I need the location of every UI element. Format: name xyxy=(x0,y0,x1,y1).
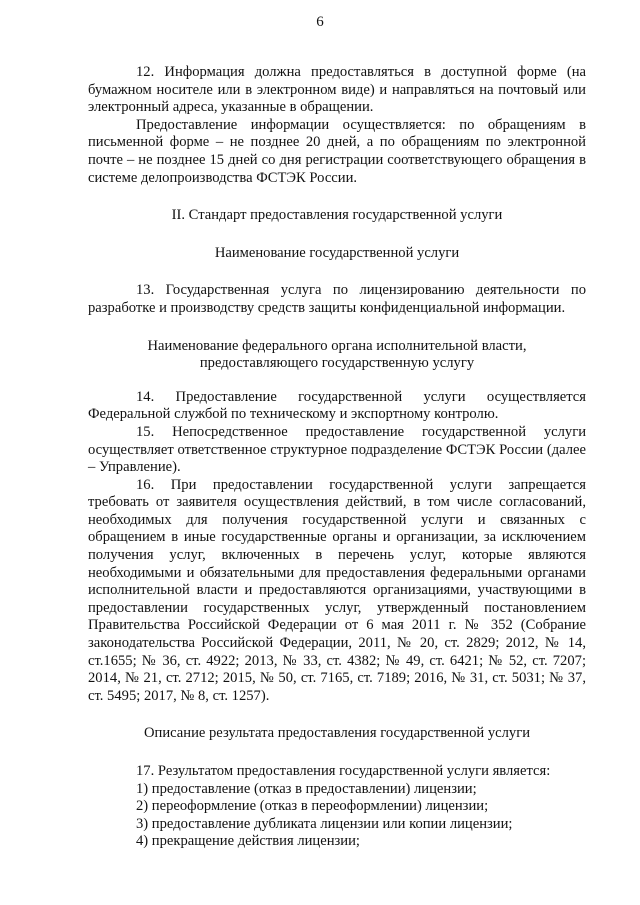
paragraph-12-part-2: Предоставление информации осуществляется: по обращениям в письменной форме – не позднее 20 дней, а по обращениям по электронной почте – не позднее 15 дней со дня регистрации соответствующего обращения в системе делопроизводства ФСТЭК России. xyxy=(88,116,586,186)
document-body xyxy=(88,64,586,851)
list-item: 1) предоставление (отказ в предоставлении) лицензии; xyxy=(136,780,477,797)
paragraph-13: 13. Государственная услуга по лицензированию деятельности по разработке и производству средств защиты конфиденциальной информации. xyxy=(88,282,586,316)
section-heading-standard: II. Стандарт предоставления государственной услуги xyxy=(171,207,503,224)
paragraph-16: 16. При предоставлении государственной услуги запрещается требовать от заявителя осуществления действий, в том числе согласований, необходимых для получения государственной услуги и связанных с обращением в иные государственные органы и организации, за исключением получения услуг, включенных в перечень услуг, которые являются необходимыми и обязательными для предоставления федеральными органами исполнительной власти и предоставляются организациями, участвующими в предоставлении государственных услуг, утвержденный постановлением Правительства Российской Федерации от 6 мая 2011 г. № 352 (Собрание законодательства Российской Федерации, 2011, № 20, ст. 2829; 2012, № 14, ст.1655; № 36, ст. 4922; 2013, № 33, ст. 4382; № 49, ст. 6421; № 52, ст. 7207; 2014, № 21, ст. 2712; 2015, № 50, ст. 7165, ст. 7189; 2016, № 31, ст. 5031; № 37, ст. 5495; 2017, № 8, ст. 1257). xyxy=(88,476,586,704)
subheading-authority-line-1: Наименование федерального органа исполнительной власти, xyxy=(147,337,527,354)
subheading-result-description: Описание результата предоставления государственной услуги xyxy=(143,725,531,742)
list-item: 4) прекращение действия лицензии; xyxy=(136,833,360,850)
page-number: 6 xyxy=(316,14,324,30)
list-item: 3) предоставление дубликата лицензии или копии лицензии; xyxy=(136,815,513,832)
paragraph-15: 15. Непосредственное предоставление государственной услуги осуществляет ответственное структурное подразделение ФСТЭК России (далее – Управление). xyxy=(88,423,586,476)
paragraph-17: 17. Результатом предоставления государственной услуги является: xyxy=(136,763,551,779)
subheading-authority-line-2: предоставляющего государственную услугу xyxy=(199,355,475,372)
list-item: 2) переоформление (отказ в переоформлении) лицензии; xyxy=(136,798,489,815)
subheading-service-name: Наименование государственной услуги xyxy=(214,244,460,261)
paragraph-12-part-1: 12. Информация должна предоставляться в доступной форме (на бумажном носителе или в электронном виде) и направляться на почтовый или электронный адреса, указанные в обращении. xyxy=(88,64,586,116)
paragraph-14: 14. Предоставление государственной услуги осуществляется Федеральной службой по техническому и экспортному контролю. xyxy=(88,388,586,423)
